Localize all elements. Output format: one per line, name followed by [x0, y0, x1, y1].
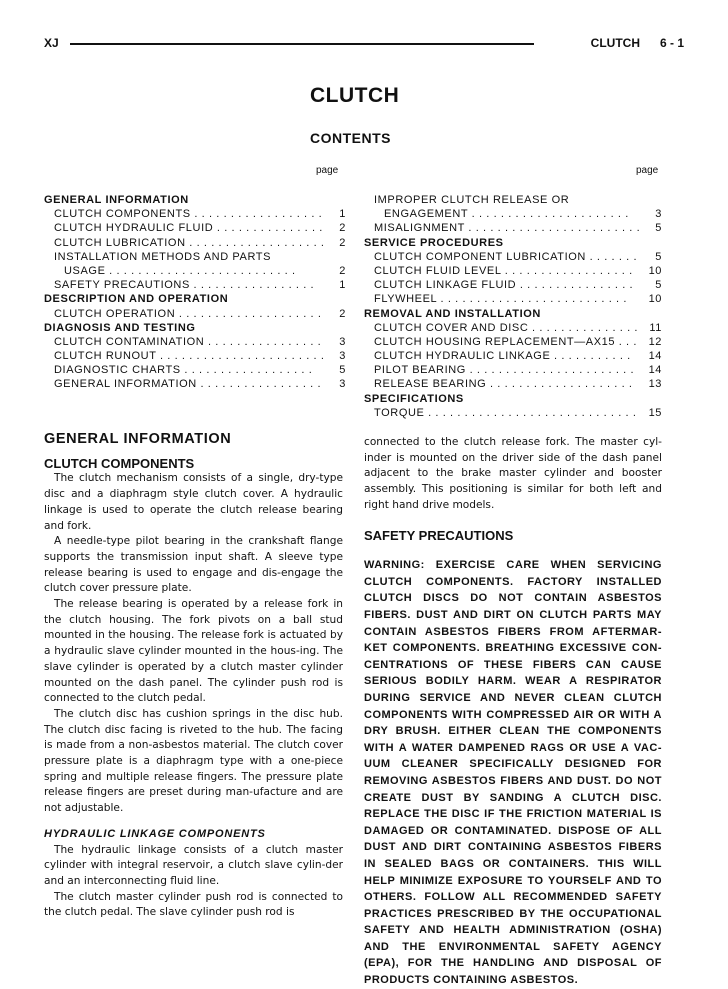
toc-entry-text: USAGE . . . . . . . . . . . . . . . . . . . . . . . . . . — [64, 264, 296, 277]
toc-entry-text: ENGAGEMENT . . . . . . . . . . . . . . . . . . . . . . — [384, 208, 629, 221]
toc-entry-text: PILOT BEARING . . . . . . . . . . . . . . . . . . . . . . . — [374, 364, 635, 377]
toc-entry-text: REMOVAL AND INSTALLATION — [364, 307, 541, 320]
paragraph: The release bearing is operated by a release fork in the clutch housing. The fork pivots on a ball stud mounted in the housing. The release fork is actuated by a hydraulic slave cylinder mounted in the hous-ing. The slave cylinder is operated by a clutch master cylinder mounted on the dash panel. The cylinder push rod is connected to the clutch pedal. — [44, 598, 343, 705]
safety-precautions-heading: SAFETY PRECAUTIONS — [364, 527, 514, 543]
body-right-column — [364, 435, 662, 989]
toc-entry-link[interactable] — [44, 278, 346, 292]
toc-entry-link[interactable] — [364, 207, 662, 221]
paragraph: The clutch disc has cushion springs in the disc hub. The clutch disc facing is riveted to the hub. The facing is made from a non-asbestos material. The clutch cover pressure plate is a diaphragm type with a one-piece spring and multiple release fingers. The pressure plate release fingers are preset during man-ufacture and are not adjustable. — [44, 707, 343, 815]
toc-entry-text: CLUTCH LINKAGE FLUID . . . . . . . . . . . . . . . . — [374, 279, 634, 292]
header-right — [591, 36, 684, 50]
toc-page-number: 12 — [648, 335, 662, 348]
toc-entry-text: CLUTCH OPERATION . . . . . . . . . . . . . . . . . . . . — [54, 307, 322, 320]
toc-page-number: 3 — [339, 335, 346, 348]
toc-entry-link[interactable] — [44, 250, 346, 264]
toc-entry-text: CLUTCH HOUSING REPLACEMENT—AX15 . . . — [374, 335, 638, 348]
toc-entry-link[interactable] — [44, 236, 346, 250]
toc-entry-link[interactable] — [364, 193, 662, 207]
toc-page-number: 5 — [339, 364, 346, 377]
toc-entry-link[interactable] — [364, 349, 662, 363]
paragraph: connected to the clutch release fork. The master cyl-inder is mounted on the driver side of the dash panel adjacent to the brake master cylinder and booster assembly. This positioning is similar for both left and right hand drive models. — [364, 436, 662, 511]
header-page-number: 6 - 1 — [659, 36, 684, 50]
toc-entry-text: CLUTCH CONTAMINATION . . . . . . . . . . . . . . . . — [54, 335, 322, 348]
toc-entry-link[interactable] — [44, 377, 346, 391]
toc-entry-text: CLUTCH FLUID LEVEL . . . . . . . . . . . . . . . . . . — [374, 264, 633, 277]
toc-entry-text: CLUTCH HYDRAULIC FLUID . . . . . . . . . . . . . . . — [54, 222, 323, 235]
toc-section-heading — [364, 236, 662, 250]
toc-page-number: 14 — [648, 364, 662, 377]
toc-entry-text: GENERAL INFORMATION . . . . . . . . . . . . . . . . . — [54, 378, 322, 391]
toc-section-heading — [364, 392, 662, 406]
toc-entry-text: DESCRIPTION AND OPERATION — [44, 293, 229, 306]
toc-entry-link[interactable] — [44, 349, 346, 363]
toc-entry-text: DIAGNOSTIC CHARTS . . . . . . . . . . . . . . . . . . — [54, 364, 313, 377]
general-information-heading: GENERAL INFORMATION — [44, 431, 232, 447]
header-section: CLUTCH — [590, 36, 640, 50]
toc-entry-link[interactable] — [364, 321, 662, 335]
toc-page-number: 11 — [649, 321, 662, 334]
toc-section-heading — [44, 193, 346, 207]
toc-page-number: 2 — [339, 264, 346, 277]
toc-entry-text: CLUTCH COMPONENT LUBRICATION . . . . . . . — [374, 250, 638, 263]
page-label-right: page — [636, 165, 659, 176]
toc-entry-text: SERVICE PROCEDURES — [364, 236, 504, 249]
toc-entry-text: SPECIFICATIONS — [364, 392, 464, 405]
toc-page-number: 3 — [655, 208, 662, 221]
toc-page-number: 2 — [339, 307, 346, 320]
toc-page-number: 3 — [339, 350, 346, 363]
toc-page-number: 3 — [339, 378, 346, 391]
toc-entry-link[interactable] — [364, 363, 662, 377]
toc-page-number: 13 — [648, 378, 662, 391]
toc-entry-link[interactable] — [364, 377, 662, 391]
toc-entry-text: CLUTCH COMPONENTS . . . . . . . . . . . . . . . . . . — [54, 208, 323, 221]
toc-entry-text: IMPROPER CLUTCH RELEASE OR — [374, 194, 570, 206]
toc-entry-link[interactable] — [364, 335, 662, 349]
toc-entry-text: FLYWHEEL . . . . . . . . . . . . . . . . . . . . . . . . . . — [374, 293, 627, 306]
toc-page-number: 14 — [648, 350, 662, 363]
toc-entry-text: CLUTCH RUNOUT . . . . . . . . . . . . . . . . . . . . . . . — [54, 350, 325, 363]
toc-entry-text: GENERAL INFORMATION — [44, 194, 189, 206]
toc-entry-link[interactable] — [364, 278, 662, 292]
toc-entry-text: CLUTCH HYDRAULIC LINKAGE . . . . . . . . . . . — [374, 350, 631, 363]
toc-page-number: 10 — [648, 264, 662, 277]
toc-entry-text: CLUTCH COVER AND DISC . . . . . . . . . . . . . . . — [374, 321, 639, 334]
paragraph: The hydraulic linkage consists of a clutch master cylinder with integral reservoir, a clutch slave cylin-der and an interconnecting fluid line. — [44, 843, 343, 887]
toc-page-number: 1 — [339, 279, 346, 292]
toc-entry-text: INSTALLATION METHODS AND PARTS — [54, 250, 272, 263]
paragraph: The clutch mechanism consists of a single, dry-type disc and a diaphragm style clutch cover. A hydraulic linkage is used to operate the clutch release bearing and fork. — [44, 472, 343, 532]
toc-entry-link[interactable] — [364, 406, 662, 420]
toc-right-column — [364, 193, 662, 420]
paragraph: The clutch master cylinder push rod is connected to the clutch pedal. The slave cylinder push rod is — [44, 890, 343, 919]
toc-page-number: 2 — [339, 222, 346, 235]
toc-section-heading — [44, 292, 346, 306]
toc-section-heading — [44, 321, 346, 335]
toc-entry-link[interactable] — [364, 292, 662, 306]
toc-entry-link[interactable] — [364, 250, 662, 264]
toc-entry-text: CLUTCH LUBRICATION . . . . . . . . . . . . . . . . . . . — [54, 236, 325, 249]
header-rule — [70, 43, 534, 45]
toc-left-column — [44, 193, 346, 392]
page-header — [44, 36, 684, 50]
toc-entry-text: TORQUE . . . . . . . . . . . . . . . . . . . . . . . . . . . . . — [374, 406, 637, 419]
toc-entry-link[interactable] — [44, 221, 346, 235]
toc-page-number: 5 — [655, 222, 662, 235]
toc-entry-text: MISALIGNMENT . . . . . . . . . . . . . . . . . . . . . . . . — [374, 222, 641, 235]
hydraulic-linkage-heading: HYDRAULIC LINKAGE COMPONENTS — [44, 827, 266, 840]
toc-page-number: 5 — [655, 279, 662, 292]
header-model: XJ — [44, 36, 59, 50]
toc-page-number: 2 — [339, 236, 346, 249]
page-label-left: page — [316, 165, 339, 176]
toc-page-number: 10 — [648, 293, 662, 306]
toc-entry-text: DIAGNOSIS AND TESTING — [44, 321, 196, 334]
toc-page-number: 15 — [648, 406, 662, 419]
toc-entry-link[interactable] — [44, 207, 346, 221]
toc-entry-text: RELEASE BEARING . . . . . . . . . . . . . . . . . . . . — [374, 378, 633, 391]
paragraph: A needle-type pilot bearing in the crankshaft flange supports the transmission input shaft. A sleeve type release bearing is used to engage and dis-engage the clutch cover pressure plate. — [44, 535, 343, 595]
toc-entry-link[interactable] — [44, 363, 346, 377]
toc-entry-text: SAFETY PRECAUTIONS . . . . . . . . . . . . . . . . . — [54, 279, 315, 292]
asbestos-warning: WARNING: EXERCISE CARE WHEN SERVICING CLUTCH COMPONENTS. FACTORY INSTALLED CLUTCH DISCS DO NOT CONTAIN ASBESTOS FIBERS. DUST AND DIRT ON CLUTCH PARTS MAY CONTAIN ASBESTOS FIBERS FROM AFTERMAR-KET COMPONENTS. BREATHING EXCESSIVE CON-CENTRATIONS OF THESE FIBERS CAN CAUSE SERIOUS BODILY HARM. WEAR A RESPIRATOR DURING SERVICE AND NEVER CLEAN CLUTCH COMPONENTS WITH COMPRESSED AIR OR WITH A DRY BRUSH. EITHER CLEAN THE COMPONENTS WITH A WATER DAMPENED RAGS OR USE A VAC-UUM CLEANER SPECIFICALLY DESIGNED FOR REMOVING ASBESTOS FIBERS AND DUST. DO NOT CREATE DUST BY SANDING A CLUTCH DISC. REPLACE THE DISC IF THE FRICTION MATERIAL IS DAMAGED OR CONTAMINATED. DISPOSE OF ALL DUST AND DIRT CONTAINING ASBESTOS FIBERS IN SEALED BAGS OR CONTAINERS. THIS WILL HELP MINIMIZE EXPOSURE TO YOURSELF AND TO OTHERS. FOLLOW ALL RECOMMENDED SAFETY PRACTICES PRESCRIBED BY THE OCCUPATIONAL SAFETY AND HEALTH ADMINISTRATION (OSHA) AND THE ENVIRONMENTAL SAFETY AGENCY (EPA), FOR THE HANDLING AND DISPOSAL OF PRODUCTS CONTAINING ASBESTOS. — [364, 559, 662, 987]
toc-page-number: 1 — [339, 208, 346, 221]
contents-label: CONTENTS — [310, 130, 391, 146]
toc-entry-link[interactable] — [364, 264, 662, 278]
toc-entry-link[interactable] — [44, 335, 346, 349]
toc-entry-link[interactable] — [364, 221, 662, 235]
toc-section-heading — [364, 307, 662, 321]
toc-entry-link[interactable] — [44, 264, 346, 278]
toc-entry-link[interactable] — [44, 307, 346, 321]
clutch-components-heading: CLUTCH COMPONENTS — [44, 455, 195, 471]
toc-page-number: 5 — [655, 250, 662, 263]
page-title: CLUTCH — [310, 84, 400, 107]
body-left-column — [44, 432, 343, 921]
